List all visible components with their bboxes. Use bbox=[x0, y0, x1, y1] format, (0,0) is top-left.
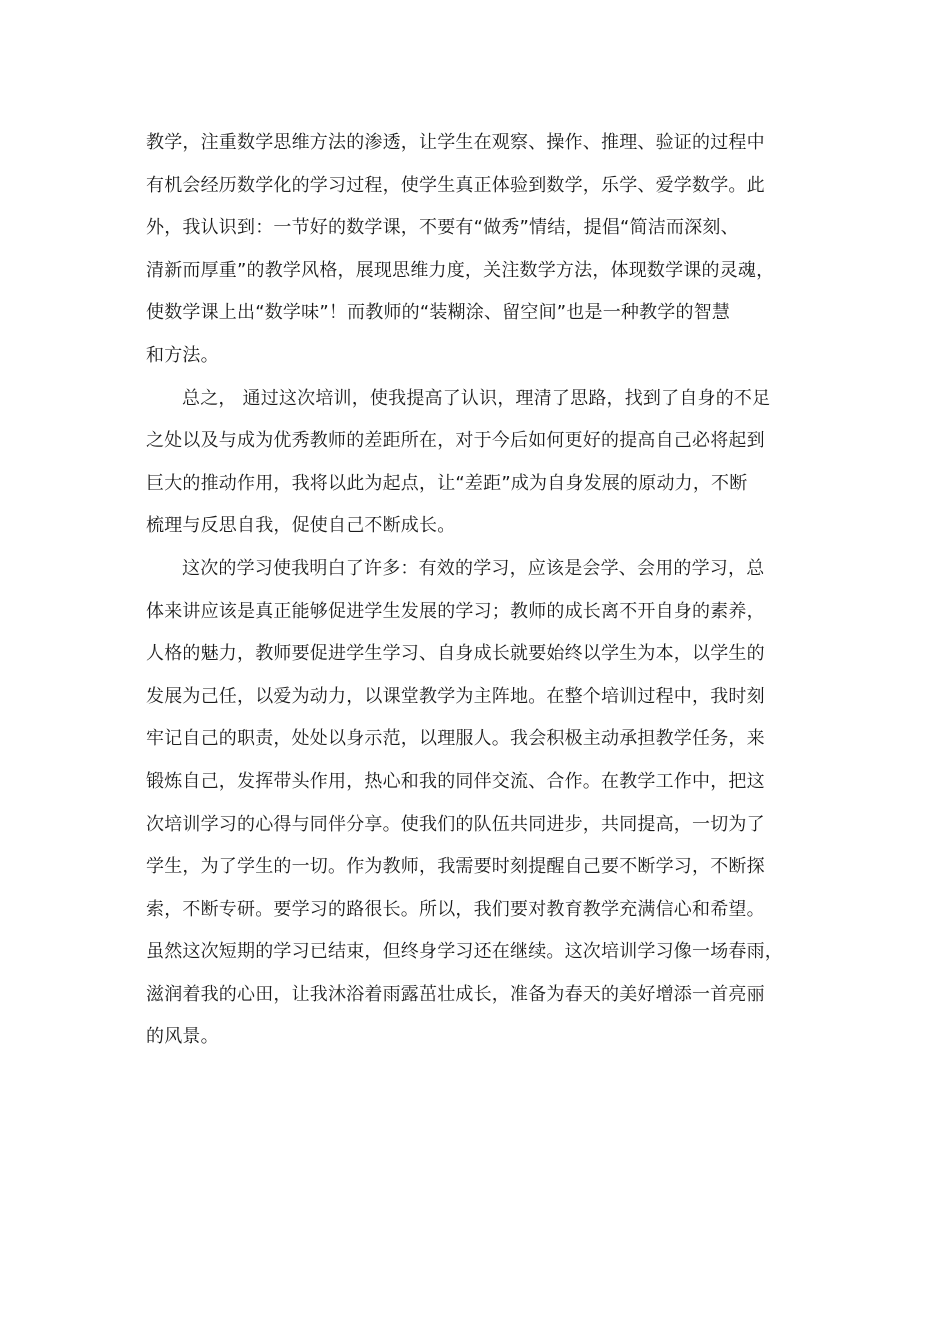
paragraph-3-line-3: 人格的魅力，教师要促进学生学习、自身成长就要始终以学生为本，以学生的 bbox=[146, 643, 765, 665]
paragraph-3-line-4: 发展为己任，以爱为动力，以课堂教学为主阵地。在整个培训过程中，我时刻 bbox=[146, 685, 765, 707]
paragraph-1-line-3: 外，我认识到：一节好的数学课，不要有“做秀”情结，提倡“简洁而深刻、 bbox=[146, 217, 739, 239]
paragraph-1-line-4: 清新而厚重”的教学风格，展现思维力度，关注数学方法，体现数学课的灵魂， bbox=[146, 259, 775, 281]
paragraph-3-line-8: 学生，为了学生的一切。作为教师，我需要时刻提醒自己要不断学习，不断探 bbox=[146, 856, 765, 878]
paragraph-1-line-2: 有机会经历数学化的学习过程，使学生真正体验到数学，乐学、爱学数学。此 bbox=[146, 174, 765, 196]
paragraph-3-line-10: 虽然这次短期的学习已结束，但终身学习还在继续。这次培训学习像一场春雨， bbox=[146, 941, 783, 963]
paragraph-3-line-7: 次培训学习的心得与同伴分享。使我们的队伍共同进步，共同提高，一切为了 bbox=[146, 813, 765, 835]
paragraph-3-line-2: 体来讲应该是真正能够促进学生发展的学习；教师的成长离不开自身的素养， bbox=[146, 600, 765, 622]
paragraph-3-line-9: 索，不断专研。要学习的路很长。所以，我们要对教育教学充满信心和希望。 bbox=[146, 898, 765, 920]
paragraph-2-line-3: 巨大的推动作用，我将以此为起点，让“差距”成为自身发展的原动力，不断 bbox=[146, 472, 748, 494]
paragraph-2-line-2: 之处以及与成为优秀教师的差距所在，对于今后如何更好的提高自己必将起到 bbox=[146, 430, 765, 452]
paragraph-1-line-6: 和方法。 bbox=[146, 344, 219, 366]
paragraph-1-line-1: 教学，注重数学思维方法的渗透，让学生在观察、操作、推理、验证的过程中 bbox=[146, 132, 765, 153]
paragraph-1-line-5: 使数学课上出“数学味”！而教师的“装糊涂、留空间”也是一种教学的智慧 bbox=[146, 302, 731, 324]
body-text bbox=[146, 122, 816, 1059]
paragraph-3-line-5: 牢记自己的职责，处处以身示范，以理服人。我会积极主动承担教学任务，来 bbox=[146, 728, 765, 750]
paragraph-2-line-4: 梳理与反思自我，促使自己不断成长。 bbox=[146, 515, 456, 537]
paragraph-3-line-6: 锻炼自己，发挥带头作用，热心和我的同伴交流、合作。在教学工作中，把这 bbox=[146, 770, 765, 792]
paragraph-3-line-11: 滋润着我的心田，让我沐浴着雨露茁壮成长，准备为春天的美好增添一首亮丽 bbox=[146, 983, 765, 1005]
paragraph-2-line-1: 总之， 通过这次培训，使我提高了认识，理清了思路，找到了自身的不足 bbox=[182, 387, 771, 409]
paragraph-3-line-1: 这次的学习使我明白了许多：有效的学习，应该是会学、会用的学习，总 bbox=[182, 557, 765, 579]
paragraph-3-line-12: 的风景。 bbox=[146, 1026, 219, 1048]
